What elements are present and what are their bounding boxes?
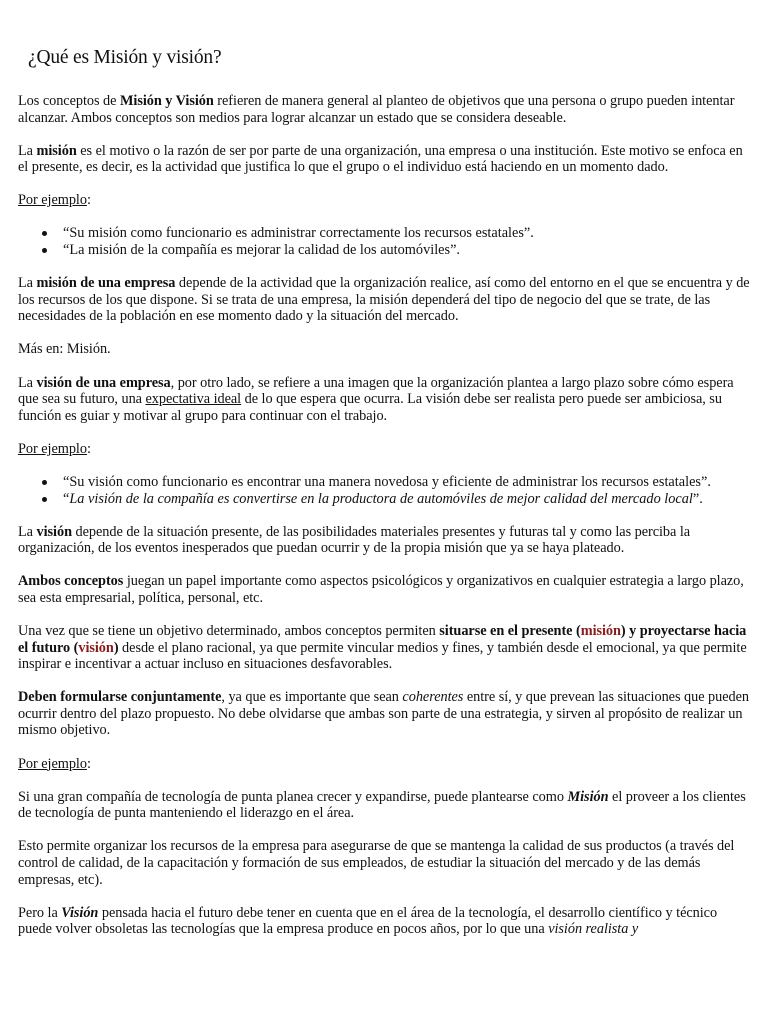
document-page <box>18 0 751 938</box>
paragraph-objetivo: Una vez que se tiene un objetivo determinado, ambos conceptos permiten situarse en el presente (misión) y proyectarse hacia el futuro (visión) desde el plano racional, ya que permite vincular medios y fines, y también desde el emocional, ya que permite inspirar e incentivar a actuar incluso en situaciones desfavorables. <box>18 622 747 673</box>
list-item: “La misión de la compañía es mejorar la calidad de los automóviles”. <box>46 242 751 259</box>
example-label: Por ejemplo: <box>18 755 91 772</box>
paragraph-vision-empresa: La visión de una empresa, por otro lado, se refiere a una imagen que la organización plantea a largo plazo sobre cómo espera que sea su futuro, una expectativa ideal de lo que espera que ocurra. La visión debe ser realista pero puede ser ambiciosa, su función es guiar y motivar al grupo para continuar con el trabajo. <box>18 374 734 424</box>
paragraph-organizar-recursos: Esto permite organizar los recursos de la empresa para asegurarse de que se mantenga la calidad de sus productos (a través del control de calidad, de la capacitación y formación de sus empleados, de estudiar la situación del mercado y de las demás empresas, etc). <box>18 838 735 888</box>
paragraph-formularse: Deben formularse conjuntamente, ya que es importante que sean coherentes entre sí, y que prevean las situaciones que pueden ocurrir dentro del plazo propuesto. No debe olvidarse que ambas son parte de una estrategia, y sirven al propósito de realizar un mismo objetivo. <box>18 689 749 739</box>
page-title: ¿Qué es Misión y visión? <box>28 47 222 68</box>
list-item: “La visión de la compañía es convertirse en la productora de automóviles de mejor calidad del mercado local”. <box>46 491 751 508</box>
example-list-vision <box>18 474 751 507</box>
paragraph-vision-futuro: Pero la Visión pensada hacia el futuro debe tener en cuenta que en el área de la tecnología, el desarrollo científico y técnico puede volver obsoletas las tecnologías que la empresa produce en pocos años, por lo que una visión realista y <box>18 904 718 938</box>
paragraph-ambos-conceptos: Ambos conceptos juegan un papel importante como aspectos psicológicos y organizativos en cualquier estrategia a largo plazo, sea esta empresarial, política, personal, etc. <box>18 573 744 606</box>
expectativa-ideal-link[interactable]: expectativa ideal <box>145 391 242 408</box>
paragraph-vision-depende: La visión depende de la situación presente, de las posibilidades materiales presentes y futuras tal y como las perciba la organización, de los eventos inesperados que puedan ocurrir y de la propia misión que ya se haya plateado. <box>18 523 691 557</box>
paragraph-intro: Los conceptos de Misión y Visión refieren de manera general al planteo de objetivos que una persona o grupo pueden intentar alcanzar. Ambos conceptos son medios para lograr alcanzar un estado que se considera deseable. <box>18 93 735 126</box>
paragraph-mas-en: Más en: Misión. <box>18 341 111 358</box>
example-label: Por ejemplo: <box>18 440 91 457</box>
example-label: Por ejemplo: <box>18 192 91 209</box>
paragraph-mision-definition: La misión es el motivo o la razón de ser por parte de una organización, una empresa o una institución. Este motivo se enfoca en el presente, es decir, es la actividad que justifica lo que el grupo o el individuo está haciendo en un momento dado. <box>18 142 743 176</box>
paragraph-mision-empresa: La misión de una empresa depende de la actividad que la organización realice, así como del entorno en el que se encuentra y de los recursos de los que dispone. Si se trata de una empresa, la misión dependerá del tipo de negocio del que se trate, de las necesidades de la población en ese momento dado y la situación del mercado. <box>18 275 750 325</box>
paragraph-compania-tecnologia: Si una gran compañía de tecnología de punta planea crecer y expandirse, puede plantearse como Misión el proveer a los clientes de tecnología de punta manteniendo el liderazgo en el área. <box>18 788 746 822</box>
example-list-mision <box>18 225 751 258</box>
list-item: “Su visión como funcionario es encontrar una manera novedosa y eficiente de administrar los recursos estatales”. <box>46 474 751 491</box>
list-item: “Su misión como funcionario es administrar correctamente los recursos estatales”. <box>46 225 751 242</box>
